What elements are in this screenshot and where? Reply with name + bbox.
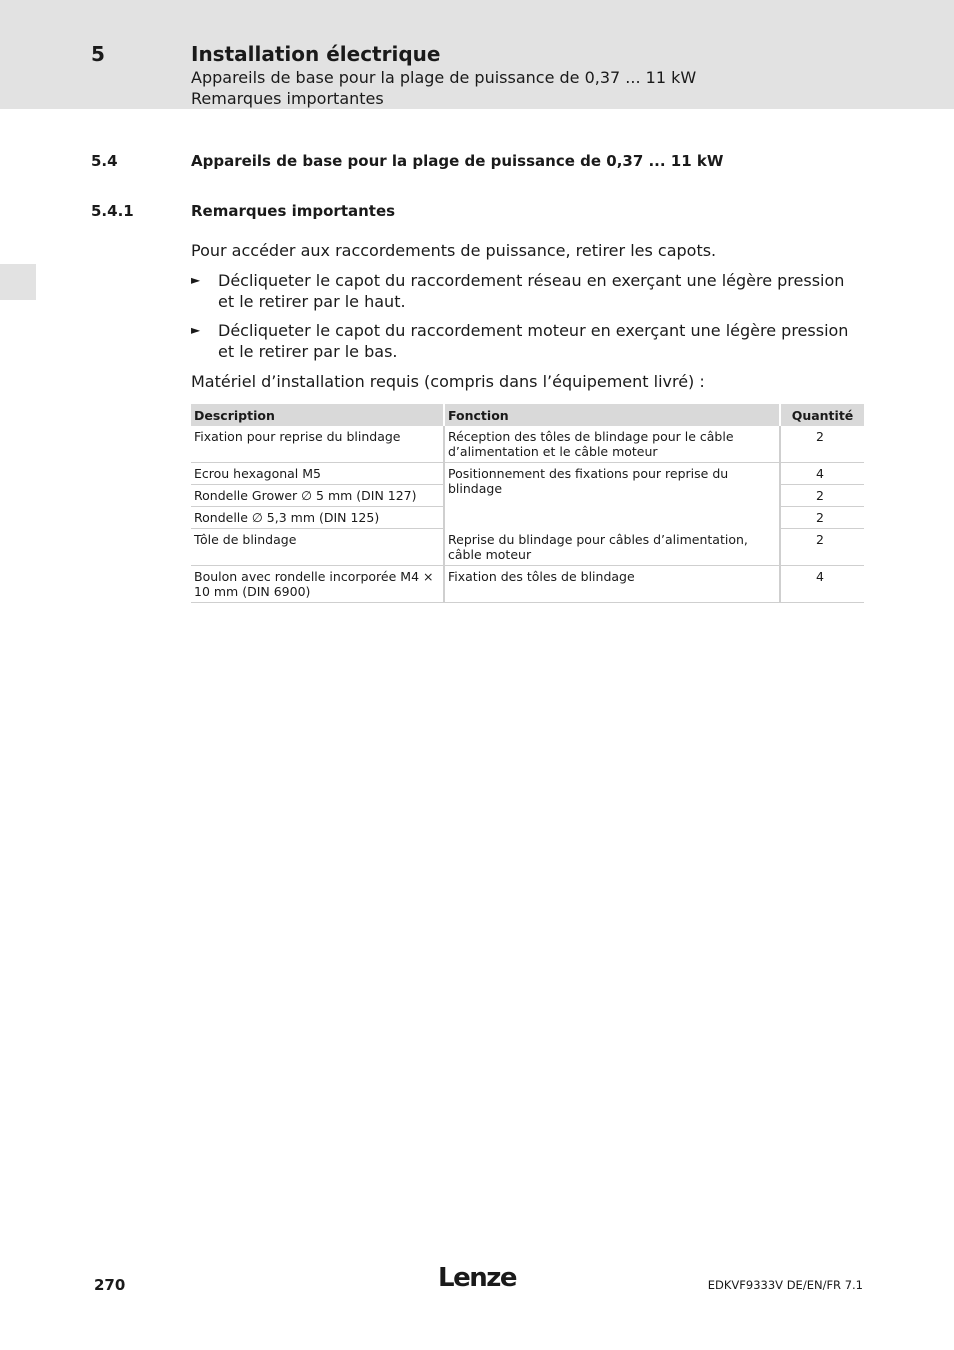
table-header-row: [191, 404, 864, 426]
cell-description: Fixation pour reprise du blindage: [191, 426, 444, 463]
subsection-title: Remarques importantes: [191, 202, 396, 220]
table-row: [191, 565, 864, 602]
bullet-text: Décliqueter le capot du raccordement moteur en exerçant une légère pression et le retirer par le bas.: [218, 321, 849, 361]
cell-function: Fixation des tôles de blindage: [444, 565, 780, 602]
bullet-text: Décliqueter le capot du raccordement réseau en exerçant une légère pression et le retirer par le haut.: [218, 271, 845, 311]
chapter-title: Installation électrique: [191, 42, 441, 66]
section-title: Appareils de base pour la plage de puissance de 0,37 ... 11 kW: [191, 152, 724, 170]
cell-quantity: 4: [780, 565, 864, 602]
page-number: 270: [94, 1276, 126, 1294]
cell-function: Reprise du blindage pour câbles d’alimentation, câble moteur: [444, 529, 780, 566]
subsection-number: 5.4.1: [91, 202, 134, 220]
chapter-subtitle-2: Remarques importantes: [191, 89, 384, 108]
column-header-quantity: Quantité: [780, 404, 864, 426]
bullet-arrow-icon: ►: [191, 273, 201, 287]
chapter-number: 5: [91, 42, 105, 66]
table-row: [191, 529, 864, 566]
materials-intro: Matériel d’installation requis (compris dans l’équipement livré) :: [191, 372, 705, 391]
cell-description: Boulon avec rondelle incorporée M4 × 10 mm (DIN 6900): [191, 565, 444, 602]
cell-quantity: 2: [780, 426, 864, 463]
document-id: EDKVF9333V DE/EN/FR 7.1: [707, 1278, 863, 1292]
cell-quantity: 4: [780, 463, 864, 485]
table-row: [191, 463, 864, 485]
cell-quantity: 2: [780, 529, 864, 566]
section-number: 5.4: [91, 152, 118, 170]
table-row: [191, 426, 864, 463]
cell-description: Ecrou hexagonal M5: [191, 463, 444, 485]
intro-paragraph: Pour accéder aux raccordements de puissance, retirer les capots.: [191, 241, 717, 260]
cell-description: Rondelle Grower ∅ 5 mm (DIN 127): [191, 485, 444, 507]
materials-table: [191, 404, 864, 603]
lenze-logo: Lenze: [438, 1263, 516, 1293]
column-header-function: Fonction: [444, 404, 780, 426]
cell-description: Rondelle ∅ 5,3 mm (DIN 125): [191, 507, 444, 529]
chapter-subtitle-1: Appareils de base pour la plage de puissance de 0,37 ... 11 kW: [191, 68, 697, 87]
cell-description: Tôle de blindage: [191, 529, 444, 566]
column-header-description: Description: [191, 404, 444, 426]
cell-function: Réception des tôles de blindage pour le câble d’alimentation et le câble moteur: [444, 426, 780, 463]
bullet-arrow-icon: ►: [191, 323, 201, 337]
cell-quantity: 2: [780, 507, 864, 529]
chapter-side-tab: [0, 264, 36, 300]
cell-function: Positionnement des fixations pour reprise du blindage: [444, 463, 780, 529]
header-band: [0, 0, 954, 109]
cell-quantity: 2: [780, 485, 864, 507]
